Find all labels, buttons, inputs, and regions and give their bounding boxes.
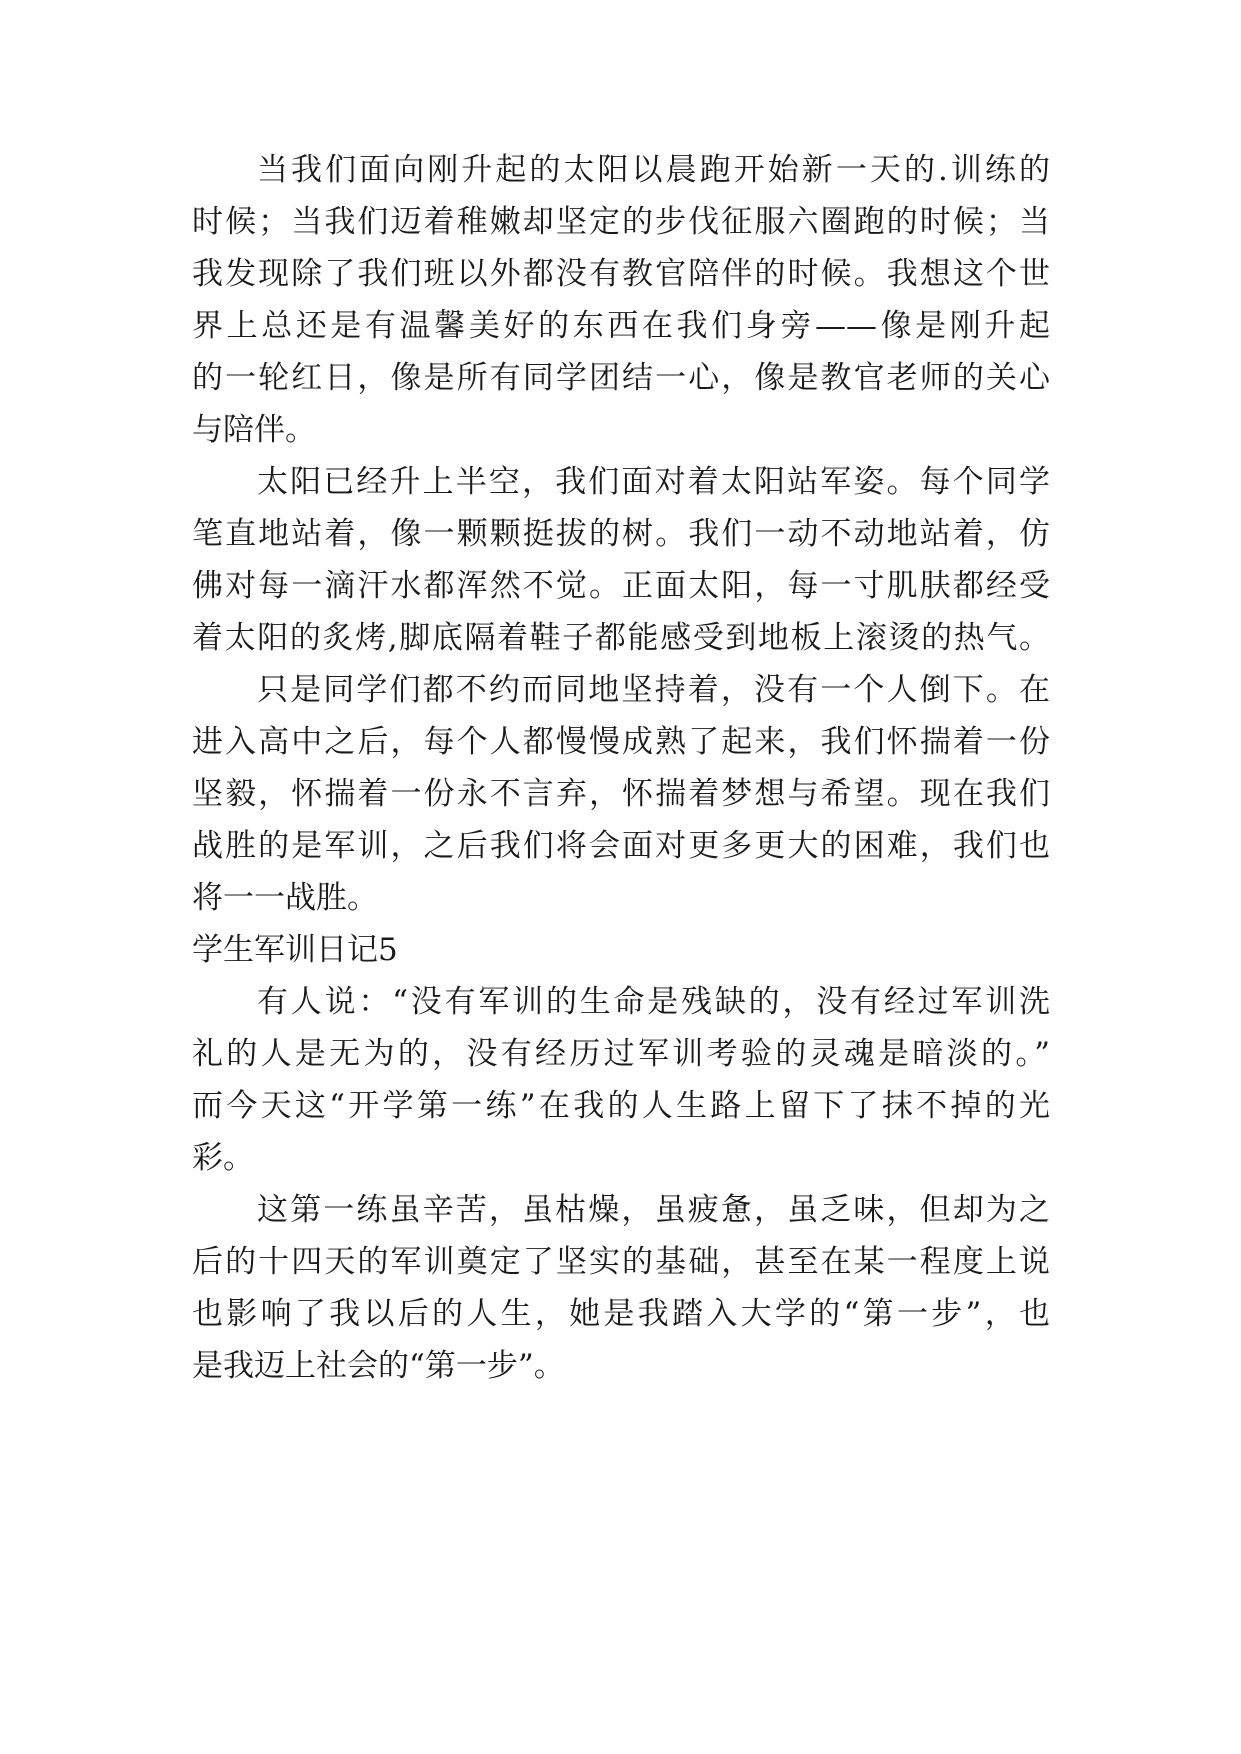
text-line: 这第一练虽辛苦，虽枯燥，虽疲惫，虽乏味，但却为之 [257, 1192, 1050, 1228]
text-line: 的一轮红日，像是所有同学团结一心，像是教官老师的关心 [192, 360, 1050, 396]
text-line: 礼的人是无为的，没有经历过军训考验的灵魂是暗淡的。” [192, 1036, 1050, 1072]
text-line: 时候；当我们迈着稚嫩却坚定的步伐征服六圈跑的时候；当 [192, 204, 1050, 240]
text-line: 坚毅，怀揣着一份永不言弃，怀揣着梦想与希望。现在我们 [192, 776, 1050, 812]
text-line: 界上总还是有温馨美好的东西在我们身旁——像是刚升起 [192, 308, 1050, 344]
text-line: 战胜的是军训，之后我们将会面对更多更大的困难，我们也 [192, 828, 1050, 864]
text-line: 笔直地站着，像一颗颗挺拔的树。我们一动不动地站着，仿 [192, 516, 1050, 552]
text-line: 当我们面向刚升起的太阳以晨跑开始新一天的.训练的 [257, 152, 1050, 188]
text-line: 我发现除了我们班以外都没有教官陪伴的时候。我想这个世 [192, 256, 1050, 292]
text-line: 也影响了我以后的人生，她是我踏入大学的“第一步”，也 [192, 1296, 1050, 1332]
text-line: 而今天这“开学第一练”在我的人生路上留下了抹不掉的光 [192, 1088, 1050, 1124]
text-line: 与陪伴。 [192, 412, 316, 448]
text-line: 太阳已经升上半空，我们面对着太阳站军姿。每个同学 [257, 464, 1050, 500]
text-line: 有人说：“没有军训的生命是残缺的，没有经过军训洗 [257, 984, 1050, 1020]
text-line: 只是同学们都不约而同地坚持着，没有一个人倒下。在 [257, 672, 1050, 708]
text-line: 是我迈上社会的“第一步”。 [192, 1348, 565, 1384]
text-line: 将一一战胜。 [192, 880, 378, 916]
text-line: 佛对每一滴汗水都浑然不觉。正面太阳，每一寸肌肤都经受 [192, 568, 1050, 604]
section-heading: 学生军训日记5 [192, 932, 398, 968]
text-line: 彩。 [192, 1140, 254, 1176]
text-line: 进入高中之后，每个人都慢慢成熟了起来，我们怀揣着一份 [192, 724, 1050, 760]
text-line: 着太阳的炙烤,脚底隔着鞋子都能感受到地板上滚烫的热气。 [192, 620, 1050, 656]
text-line: 后的十四天的军训奠定了坚实的基础，甚至在某一程度上说 [192, 1244, 1050, 1280]
